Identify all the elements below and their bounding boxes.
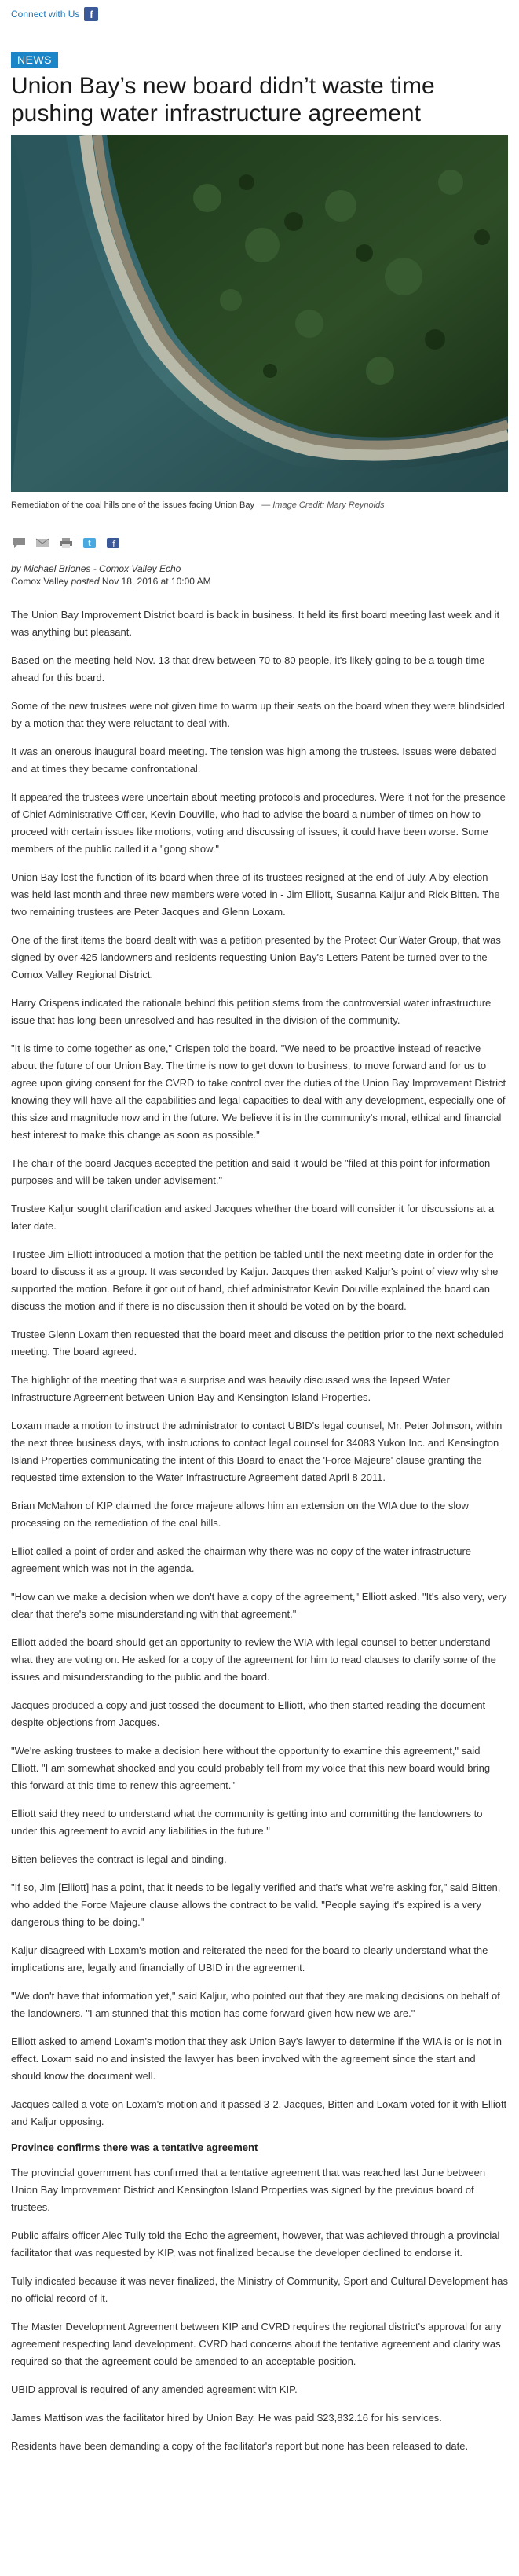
paragraph: "It is time to come together as one," Crispen told the board. "We need to be proactive instead of reactive about the future of our Union Bay. The time is now to get down to business, to move forward and for us to agree upon giving consent for the CVRD to take control over the duties of the Union Bay Improvement District knowing they will have all the capabilities and legal capacities to deal with any development, especially one of this size and magnitude now and in the future. We believe it is in the community's moral, ethical and financial best interest to make this change as soon as possible." xyxy=(11,1042,506,1141)
share-toolbar xyxy=(11,534,508,551)
paragraph: "We're asking trustees to make a decision here without the opportunity to examine this agreement," said Elliott. "I am somewhat shocked and you could probably tell from my voice that this new board would bring this forward at this time to renew this agreement." xyxy=(11,1745,491,1791)
email-icon[interactable] xyxy=(35,537,50,549)
svg-text:f: f xyxy=(112,539,115,548)
paragraph: UBID approval is required of any amended agreement with KIP. xyxy=(11,2384,298,2395)
paragraph: Residents have been demanding a copy of the facilitator's report but none has been released to date. xyxy=(11,2440,469,2452)
paragraph: Kaljur disagreed with Loxam's motion and reiterated the need for the board to clearly understand what the implications are, legally and financially of UBID in the agreement. xyxy=(11,1944,488,1973)
paragraph: Brian McMahon of KIP claimed the force majeure allows him an extension on the WIA due to the slow processing on the remediation of the coal hills. xyxy=(11,1500,469,1529)
paragraph: Union Bay lost the function of its board when three of its trustees resigned at the end of July. A by-election was held last month and three new members were voted in - Jim Elliott, Susanna Kaljur and Rick Bitten. The two remaining trustees are Peter Jacques and Glenn Loxam. xyxy=(11,871,500,918)
paragraph: It was an onerous inaugural board meeting. The tension was high among the trustees. Issues were debated and at times they became confrontational. xyxy=(11,746,497,775)
paragraph: "We don't have that information yet," said Kaljur, who pointed out that they are making decisions on behalf of the landowners. "I am stunned that this motion has come forward given how new we are." xyxy=(11,1990,500,2019)
subheading: Province confirms there was a tentative agreement xyxy=(11,2142,258,2153)
paragraph: The chair of the board Jacques accepted the petition and said it would be "filed at this point for information purposes and will be taken under advisement." xyxy=(11,1157,491,1186)
paragraph: Trustee Glenn Loxam then requested that the board meet and discuss the petition prior to the next scheduled meeting. The board agreed. xyxy=(11,1328,504,1358)
caption-text: Remediation of the coal hills one of the issues facing Union Bay xyxy=(11,500,255,510)
hero-image xyxy=(11,135,508,492)
paragraph: Elliott asked to amend Loxam's motion that they ask Union Bay's lawyer to determine if the WIA is or is not in effect. Loxam said no and insisted the lawyer has been involved with the agreement since the start and should know the document well. xyxy=(11,2036,502,2082)
paragraph: It appeared the trustees were uncertain about meeting protocols and procedures. Were it not for the presence of Chief Administrative Officer, Kevin Douville, who had to advise the board a number of times on how to proceed with certain issues like motions, voting and discussing of issues, it could have been worse. Some members of the public called it a "gong show." xyxy=(11,791,506,855)
post-date: Nov 18, 2016 at 10:00 AM xyxy=(101,576,211,587)
paragraph: Based on the meeting held Nov. 13 that drew between 70 to 80 people, it's likely going to be a tough time ahead for this board. xyxy=(11,654,485,683)
paragraph: "If so, Jim [Elliott] has a point, that it needs to be legally verified and that's what we're asking for," said Bitten, who added the Force Majeure clause allows the contract to be valid. "People saying it's expired is a very dangerous thing to be doing." xyxy=(11,1882,501,1928)
connect-label[interactable]: Connect with Us xyxy=(11,9,80,20)
paragraph: Trustee Jim Elliott introduced a motion that the petition be tabled until the next meeting date in order for the board to discuss it as a group. It was seconded by Kaljur. Jacques then asked Kaljur's point of view why she supported the motion. Before it got out of hand, chief administrator Kevin Douville explained the board can discuss the motion and if there is no discussion then it should be voted on by the board. xyxy=(11,1248,499,1312)
paragraph: The provincial government has confirmed that a tentative agreement that was reached last June between Union Bay Improvement District and Kensington Island Properties was signed by the previous board of trustees. xyxy=(11,2167,486,2213)
paragraph: Tully indicated because it was never finalized, the Ministry of Community, Sport and Cultural Development has no official record of it. xyxy=(11,2275,508,2304)
paragraph: Bitten believes the contract is legal and binding. xyxy=(11,1853,227,1865)
image-credit: — Image Credit: Mary Reynolds xyxy=(261,500,385,510)
facebook-share-icon[interactable] xyxy=(105,537,121,549)
facebook-icon[interactable]: f xyxy=(84,7,98,21)
twitter-icon[interactable] xyxy=(82,537,97,549)
comment-icon[interactable] xyxy=(11,537,27,549)
paragraph: "How can we make a decision when we don't have a copy of the agreement," Elliott asked. "It's also very, very clear that there's some misunderstanding with that agreement." xyxy=(11,1591,507,1620)
paragraph: The highlight of the meeting that was a surprise and was heavily discussed was the lapsed Water Infrastructure Agreement between Union Bay and Kensington Island Properties. xyxy=(11,1374,450,1403)
paragraph: Public affairs officer Alec Tully told the Echo the agreement, however, that was achieved through a provincial facilitator that was requested by KIP, was not finalized because the developer declined to endorse it. xyxy=(11,2230,500,2259)
paragraph: James Mattison was the facilitator hired by Union Bay. He was paid $23,832.16 for his services. xyxy=(11,2412,442,2424)
paragraph: Jacques called a vote on Loxam's motion and it passed 3-2. Jacques, Bitten and Loxam voted for it with Elliott and Kaljur opposing. xyxy=(11,2098,507,2127)
paragraph: Some of the new trustees were not given time to warm up their seats on the board when they were blindsided by a motion that they were reluctant to deal with. xyxy=(11,700,505,729)
posted-label: posted xyxy=(71,576,100,587)
connect-bar xyxy=(11,0,508,28)
paragraph: Loxam made a motion to instruct the administrator to contact UBID's legal counsel, Mr. Peter Johnson, within the next three business days, with instructions to contact legal counsel for 34083 Yukon Inc. and Kensington Island Properties communicating the intent of this Board to enact the 'Force Majeure' clause granting the requested time extension to the Water Infrastructure Agreement dated April 8 2011. xyxy=(11,1420,503,1483)
paragraph: Elliot called a point of order and asked the chairman why there was no copy of the water infrastructure agreement which was not in the agenda. xyxy=(11,1545,472,1574)
svg-text:t: t xyxy=(88,540,91,548)
paragraph: Trustee Kaljur sought clarification and asked Jacques whether the board will consider it for discussions at a later date. xyxy=(11,1203,495,1232)
headline: Union Bay’s new board didn’t waste time pushing water infrastructure agreement xyxy=(11,73,435,126)
source: Comox Valley xyxy=(11,576,69,587)
paragraph: Elliott said they need to understand what the community is getting into and committing the landowners to under this agreement to avoid any liabilities in the future." xyxy=(11,1808,483,1837)
paragraph: The Master Development Agreement between KIP and CVRD requires the regional district's approval for any agreement respecting land development. CVRD had concerns about the tentative agreement and clarity was required so that the agreement could be amended to an acceptable position. xyxy=(11,2321,502,2367)
section-badge[interactable]: NEWS xyxy=(11,52,58,68)
byline xyxy=(11,562,508,588)
article-body xyxy=(11,606,508,2455)
paragraph: The Union Bay Improvement District board is back in business. It held its first board meeting last week and it was anything but pleasant. xyxy=(11,609,500,638)
coastline-aerial-image xyxy=(11,135,508,492)
paragraph: One of the first items the board dealt with was a petition presented by the Protect Our Water Group, that was signed by over 425 landowners and residents requesting Union Bay's Letters Patent be turned over to the Comox Valley Regional District. xyxy=(11,934,501,980)
image-caption xyxy=(11,498,508,512)
author[interactable]: by Michael Briones - Comox Valley Echo xyxy=(11,563,181,574)
print-icon[interactable] xyxy=(58,537,74,549)
paragraph: Harry Crispens indicated the rationale behind this petition stems from the controversial water infrastructure issue that has long been unresolved and has resulted in the division of the community. xyxy=(11,997,492,1026)
paragraph: Jacques produced a copy and just tossed the document to Elliott, who then started reading the document despite objections from Jacques. xyxy=(11,1699,486,1728)
paragraph: Elliott added the board should get an opportunity to review the WIA with legal counsel to better understand what they are voting on. He asked for a copy of the agreement for him to read clauses to clarify some of the issues and misunderstanding to the public and the board. xyxy=(11,1636,496,1683)
